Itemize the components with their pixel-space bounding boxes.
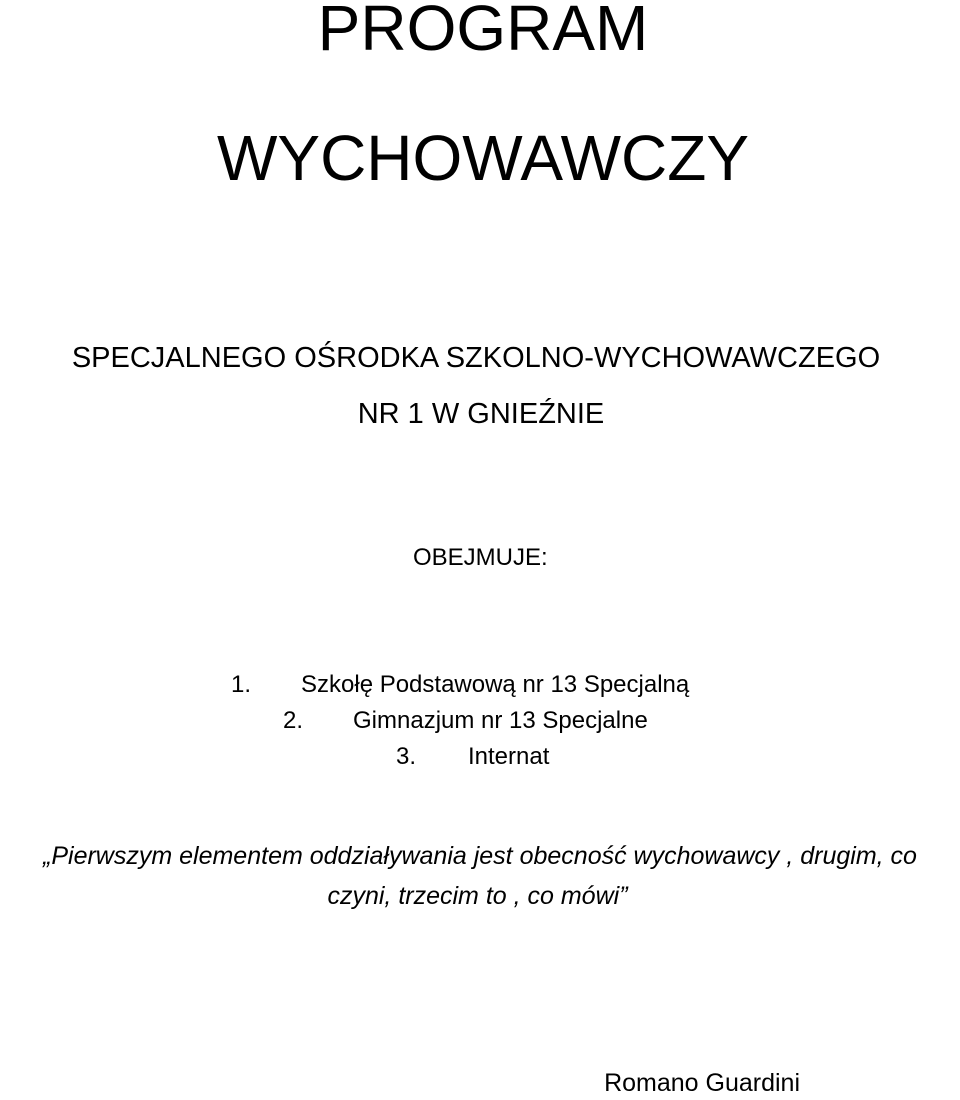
list-item	[283, 704, 648, 738]
quote-line-1: „Pierwszym elementem oddziaływania jest obecność wychowawcy , drugim, co	[43, 842, 917, 870]
list-item-number: 1.	[231, 671, 252, 698]
list-item-text: Gimnazjum nr 13 Specjalne	[353, 707, 648, 734]
list-item	[231, 668, 689, 702]
quote-author: Romano Guardini	[604, 1069, 800, 1097]
quote-line-2: czyni, trzecim to , co mówi”	[327, 882, 628, 910]
subtitle-line-2: NR 1 W GNIEŹNIE	[357, 398, 605, 430]
list-item-number: 3.	[396, 743, 417, 770]
list-item	[396, 740, 549, 774]
list-item-text: Internat	[468, 743, 550, 770]
list-item-number: 2.	[283, 707, 304, 734]
title-line-1: PROGRAM	[317, 0, 649, 64]
covers-label: OBEJMUJE:	[413, 544, 548, 571]
subtitle-line-1: SPECJALNEGO OŚRODKA SZKOLNO-WYCHOWAWCZEGO	[71, 342, 881, 374]
list-item-text: Szkołę Podstawową nr 13 Specjalną	[301, 671, 690, 698]
title-line-2: WYCHOWAWCZY	[216, 122, 750, 194]
